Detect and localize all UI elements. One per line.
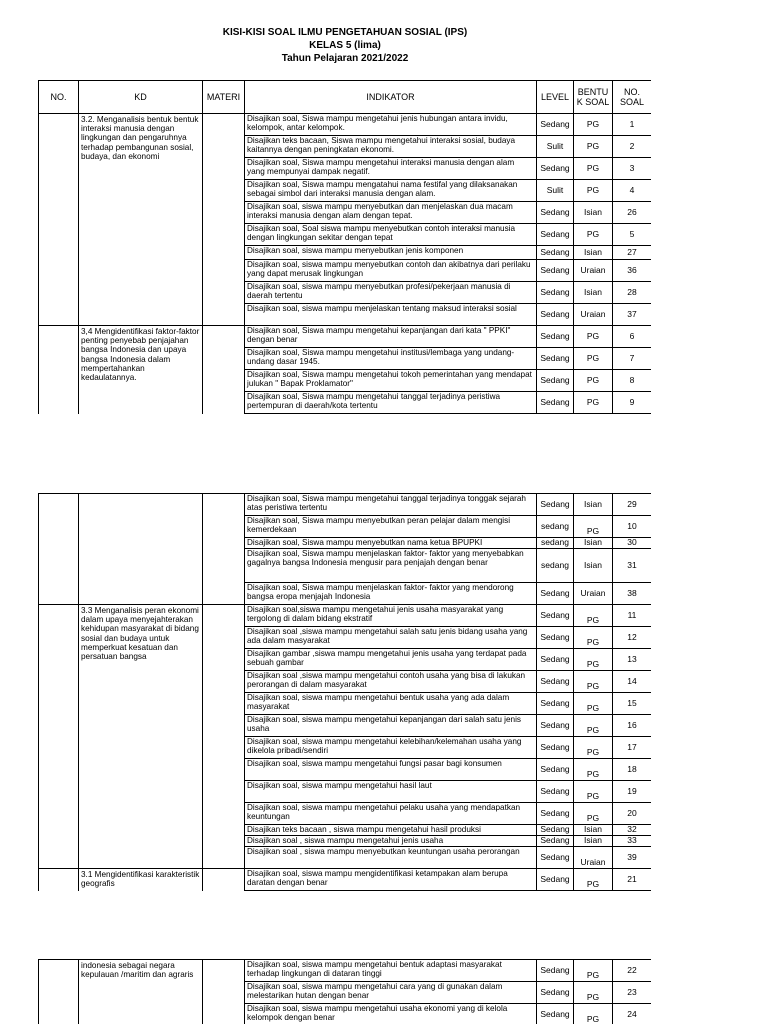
no-soal-cell: 27 — [613, 246, 652, 260]
no-cell — [39, 869, 79, 891]
col-no: NO. — [39, 81, 79, 114]
col-indikator: INDIKATOR — [245, 81, 537, 114]
bentuk-cell: PG — [574, 737, 613, 759]
no-soal-cell: 11 — [613, 605, 652, 627]
bentuk-cell: PG — [574, 348, 613, 370]
no-soal-cell: 24 — [613, 1004, 652, 1024]
level-cell: Sedang — [537, 583, 574, 605]
no-soal-cell: 31 — [613, 549, 652, 583]
indikator-cell: Disajikan soal, Siswa mampu mengetahui tanggal terjadinya peristiwa pertempuran di daerah/kota tertentu — [245, 392, 537, 414]
bentuk-cell: Uraian — [574, 847, 613, 869]
no-soal-cell: 37 — [613, 304, 652, 326]
table-row — [39, 960, 652, 982]
bentuk-cell: Isian — [574, 282, 613, 304]
indikator-cell: Disajikan soal, siswa mampu menyebutkan contoh dan akibatnya dari perilaku yang dapat merusak lingkungan — [245, 260, 537, 282]
indikator-cell: Disajikan soal, Siswa mampu mengetahui institusi/lembaga yang undang- undang dasar 1945. — [245, 348, 537, 370]
indikator-cell: Disajikan soal, Siswa mampu menjelaskan faktor- faktor yang menyebabkan gagalnya bangsa Indonesia mengusir para penjajah dengan benar — [245, 549, 537, 583]
bentuk-cell: Isian — [574, 549, 613, 583]
no-soal-cell: 38 — [613, 583, 652, 605]
doc-year: Tahun Pelajaran 2021/2022 — [281, 53, 409, 64]
col-no-soal: NO. SOAL — [613, 81, 652, 114]
indikator-cell: Disajikan soal , siswa mampu mengetahui jenis usaha — [245, 836, 537, 847]
indikator-cell: Disajikan soal, siswa mampu mengetahui hasil laut — [245, 781, 537, 803]
table-segment-1 — [38, 80, 651, 416]
no-soal-cell: 22 — [613, 960, 652, 982]
level-cell: Sedang — [537, 326, 574, 348]
level-cell: Sulit — [537, 136, 574, 158]
level-cell: Sedang — [537, 715, 574, 737]
indikator-cell: Disajikan teks bacaan , siswa mampu mengetahui hasil produksi — [245, 825, 537, 836]
level-cell: Sedang — [537, 836, 574, 847]
no-soal-cell: 21 — [613, 869, 652, 891]
col-bentuk: BENTU K SOAL — [574, 81, 613, 114]
col-materi: MATERI — [203, 81, 245, 114]
indikator-cell: Disajikan soal, siswa mampu menyebutkan jenis komponen — [245, 246, 537, 260]
indikator-cell: Disajikan soal ,siswa mampu mengetahui salah satu jenis bidang usaha yang ada dalam masyarakat — [245, 627, 537, 649]
indikator-cell: Disajikan soal, siswa mampu mengetahui kelebihan/kelemahan usaha yang dikelola pribadi/sendiri — [245, 737, 537, 759]
no-soal-cell: 4 — [613, 180, 652, 202]
no-soal-cell: 6 — [613, 326, 652, 348]
level-cell: Sedang — [537, 869, 574, 891]
indikator-cell: Disajikan soal, siswa mampu mengetahui bentuk usaha yang ada dalam masyarakat — [245, 693, 537, 715]
bentuk-cell: PG — [574, 649, 613, 671]
kd-cell — [79, 494, 203, 605]
bentuk-cell: PG — [574, 803, 613, 825]
bentuk-cell: PG — [574, 180, 613, 202]
materi-cell — [203, 605, 245, 869]
doc-title: KISI-KISI SOAL ILMU PENGETAHUAN SOSIAL (IPS) — [222, 27, 468, 38]
indikator-cell: Disajikan soal,siswa mampu mengetahui jenis usaha masyarakat yang tergolong di dalam bidang ekstratif — [245, 605, 537, 627]
no-soal-cell: 19 — [613, 781, 652, 803]
table-row — [39, 326, 652, 348]
indikator-cell: Disajikan soal ,siswa mampu mengetahui contoh usaha yang bisa di lakukan perorangan di dalam masyarakat — [245, 671, 537, 693]
level-cell: Sedang — [537, 392, 574, 414]
indikator-cell: Disajikan gambar ,siswa mampu mengetahui jenis usaha yang terdapat pada sebuah gambar — [245, 649, 537, 671]
bentuk-cell: PG — [574, 224, 613, 246]
no-soal-cell: 2 — [613, 136, 652, 158]
table-row — [39, 114, 652, 136]
bentuk-cell: Isian — [574, 825, 613, 836]
no-soal-cell: 14 — [613, 671, 652, 693]
no-soal-cell: 8 — [613, 370, 652, 392]
level-cell: sedang — [537, 549, 574, 583]
level-cell: sedang — [537, 516, 574, 538]
no-soal-cell: 10 — [613, 516, 652, 538]
no-soal-cell: 9 — [613, 392, 652, 414]
bentuk-cell: PG — [574, 516, 613, 538]
no-cell — [39, 960, 79, 1024]
bentuk-cell: Isian — [574, 202, 613, 224]
level-cell: Sedang — [537, 605, 574, 627]
kd-cell: 3.3 Menganalisis peran ekonomi dalam upaya menyejahterakan kehidupan masyarakat di bidang sosial dan budaya untuk memperkuat kesatuan dan persatuan bangsa — [79, 605, 203, 869]
bentuk-cell: Isian — [574, 836, 613, 847]
bentuk-cell: Uraian — [574, 304, 613, 326]
indikator-cell: Disajikan soal, Siswa mampu menyebutkan peran pelajar dalam mengisi kemerdekaan — [245, 516, 537, 538]
level-cell: Sedang — [537, 960, 574, 982]
no-soal-cell: 33 — [613, 836, 652, 847]
level-cell: Sedang — [537, 627, 574, 649]
indikator-cell: Disajikan soal, siswa mampu mengetahui usaha ekonomi yang di kelola kelompok dengan benar — [245, 1004, 537, 1024]
level-cell: Sedang — [537, 202, 574, 224]
materi-cell — [203, 494, 245, 605]
level-cell: Sedang — [537, 260, 574, 282]
level-cell: Sedang — [537, 246, 574, 260]
bentuk-cell: Uraian — [574, 583, 613, 605]
table-row — [39, 869, 652, 891]
no-soal-cell: 13 — [613, 649, 652, 671]
indikator-cell: Disajikan soal, Siswa mampu mengetahui tanggal terjadinya tonggak sejarah atas peristiwa tertentu — [245, 494, 537, 516]
bentuk-cell: PG — [574, 370, 613, 392]
bentuk-cell: PG — [574, 1004, 613, 1024]
indikator-cell: Disajikan soal, Soal siswa mampu menyebutkan contoh interaksi manusia dengan lingkungan sekitar dengan tepat — [245, 224, 537, 246]
no-cell — [39, 114, 79, 326]
bentuk-cell: Isian — [574, 246, 613, 260]
level-cell: Sedang — [537, 348, 574, 370]
level-cell: Sedang — [537, 224, 574, 246]
indikator-cell: Disajikan soal , siswa mampu menyebutkan keuntungan usaha perorangan — [245, 847, 537, 869]
no-cell — [39, 326, 79, 414]
level-cell: Sedang — [537, 737, 574, 759]
bentuk-cell: PG — [574, 114, 613, 136]
no-soal-cell: 39 — [613, 847, 652, 869]
kd-cell: 3.1 Mengidentifikasi karakteristik geografis — [79, 869, 203, 891]
bentuk-cell: PG — [574, 715, 613, 737]
no-soal-cell: 5 — [613, 224, 652, 246]
bentuk-cell: PG — [574, 392, 613, 414]
bentuk-cell: PG — [574, 693, 613, 715]
kd-cell: indonesia sebagai negara kepulauan /maritim dan agraris — [79, 960, 203, 1024]
bentuk-cell: PG — [574, 158, 613, 180]
level-cell: Sedang — [537, 1004, 574, 1024]
indikator-cell: Disajikan soal, Siswa mampu menyebutkan nama ketua BPUPKI — [245, 538, 537, 549]
no-soal-cell: 32 — [613, 825, 652, 836]
col-level: LEVEL — [537, 81, 574, 114]
bentuk-cell: PG — [574, 781, 613, 803]
indikator-cell: Disajikan soal, Siswa mampu mengetahui interaksi manusia dengan alam yang mempunyai dampak negatif. — [245, 158, 537, 180]
level-cell: Sedang — [537, 693, 574, 715]
level-cell: Sedang — [537, 304, 574, 326]
bentuk-cell: Uraian — [574, 260, 613, 282]
bentuk-cell: PG — [574, 960, 613, 982]
level-cell: Sedang — [537, 370, 574, 392]
bentuk-cell: PG — [574, 627, 613, 649]
indikator-cell: Disajikan soal, siswa mampu menyebutkan dan menjelaskan dua macam interaksi manusia dengan alam dengan tepat. — [245, 202, 537, 224]
level-cell: Sedang — [537, 282, 574, 304]
indikator-cell: Disajikan soal, siswa mampu mengidentifikasi ketampakan alam berupa daratan dengan benar — [245, 869, 537, 891]
indikator-cell: Disajikan soal, siswa mampu menyebutkan profesi/pekerjaan manusia di daerah tertentu — [245, 282, 537, 304]
no-soal-cell: 23 — [613, 982, 652, 1004]
indikator-cell: Disajikan soal, Siswa mampu mengetahui jenis hubungan antara invidu, kelompok, antar kelompok. — [245, 114, 537, 136]
table-row — [39, 605, 652, 627]
level-cell: Sedang — [537, 114, 574, 136]
no-soal-cell: 20 — [613, 803, 652, 825]
indikator-cell: Disajikan soal, siswa mampu mengetahui fungsi pasar bagi konsumen — [245, 759, 537, 781]
level-cell: Sedang — [537, 847, 574, 869]
materi-cell — [203, 869, 245, 891]
bentuk-cell: PG — [574, 982, 613, 1004]
materi-cell — [203, 114, 245, 326]
level-cell: sedang — [537, 538, 574, 549]
no-soal-cell: 18 — [613, 759, 652, 781]
indikator-cell: Disajikan soal, siswa mampu mengetahui pelaku usaha yang mendapatkan keuntungan — [245, 803, 537, 825]
materi-cell — [203, 326, 245, 414]
level-cell: Sedang — [537, 494, 574, 516]
level-cell: Sedang — [537, 982, 574, 1004]
indikator-cell: Disajikan soal, siswa mampu mengetahui cara yang di gunakan dalam melestarikan hutan dengan benar — [245, 982, 537, 1004]
bentuk-cell: PG — [574, 671, 613, 693]
indikator-cell: Disajikan soal, Siswa mampu menjelaskan faktor- faktor yang mendorong bangsa eropa menjajah Indonesia — [245, 583, 537, 605]
bentuk-cell: Isian — [574, 538, 613, 549]
level-cell: Sulit — [537, 180, 574, 202]
no-soal-cell: 30 — [613, 538, 652, 549]
no-soal-cell: 3 — [613, 158, 652, 180]
col-kd: KD — [79, 81, 203, 114]
level-cell: Sedang — [537, 803, 574, 825]
no-soal-cell: 29 — [613, 494, 652, 516]
no-soal-cell: 17 — [613, 737, 652, 759]
level-cell: Sedang — [537, 158, 574, 180]
indikator-cell: Disajikan soal, Siswa mampu mengetahui tokoh pemerintahan yang mendapat julukan " Bapak Proklamator" — [245, 370, 537, 392]
no-soal-cell: 12 — [613, 627, 652, 649]
indikator-cell: Disajikan soal, siswa mampu menjelaskan tentang maksud interaksi sosial — [245, 304, 537, 326]
indikator-cell: Disajikan teks bacaan, Siswa mampu mengetahui interaksi sosial, budaya kaitannya dengan peningkatan ekonomi. — [245, 136, 537, 158]
no-soal-cell: 1 — [613, 114, 652, 136]
bentuk-cell: PG — [574, 605, 613, 627]
kd-cell: 3,4 Mengidentifikasi faktor-faktor penting penyebab penjajahan bangsa Indonesia dan upaya bangsa Indonesia dalam mempertahankan kedaulatannya. — [79, 326, 203, 414]
kd-cell: 3.2. Menganalisis bentuk bentuk interaksi manusia dengan lingkungan dan pengaruhnya terhadap pembangunan sosial, budaya, dan ekonomi — [79, 114, 203, 326]
no-soal-cell: 15 — [613, 693, 652, 715]
table-row — [39, 494, 652, 516]
no-soal-cell: 26 — [613, 202, 652, 224]
table-segment-3 — [38, 959, 651, 1024]
level-cell: Sedang — [537, 781, 574, 803]
bentuk-cell: PG — [574, 759, 613, 781]
bentuk-cell: PG — [574, 136, 613, 158]
level-cell: Sedang — [537, 825, 574, 836]
indikator-cell: Disajikan soal, Siswa mampu mengetahui kepanjangan dari kata " PPKI" dengan benar — [245, 326, 537, 348]
indikator-cell: Disajikan soal, Siswa mampu mengatahui nama festifal yang dilaksanakan sebagai simbol dari interaksi manusia dengan alam. — [245, 180, 537, 202]
doc-class: KELAS 5 (lima) — [309, 40, 381, 51]
level-cell: Sedang — [537, 671, 574, 693]
materi-cell — [203, 960, 245, 1024]
table-segment-2 — [38, 493, 651, 899]
no-soal-cell: 16 — [613, 715, 652, 737]
bentuk-cell: PG — [574, 869, 613, 891]
no-soal-cell: 7 — [613, 348, 652, 370]
bentuk-cell: Isian — [574, 494, 613, 516]
no-cell — [39, 494, 79, 605]
indikator-cell: Disajikan soal, siswa mampu mengetahui bentuk adaptasi masyarakat terhadap lingkungan di dataran tinggi — [245, 960, 537, 982]
no-cell — [39, 605, 79, 869]
indikator-cell: Disajikan soal, siswa mampu mengetahui kepanjangan dari salah satu jenis usaha — [245, 715, 537, 737]
no-soal-cell: 28 — [613, 282, 652, 304]
no-soal-cell: 36 — [613, 260, 652, 282]
level-cell: Sedang — [537, 649, 574, 671]
bentuk-cell: PG — [574, 326, 613, 348]
level-cell: Sedang — [537, 759, 574, 781]
